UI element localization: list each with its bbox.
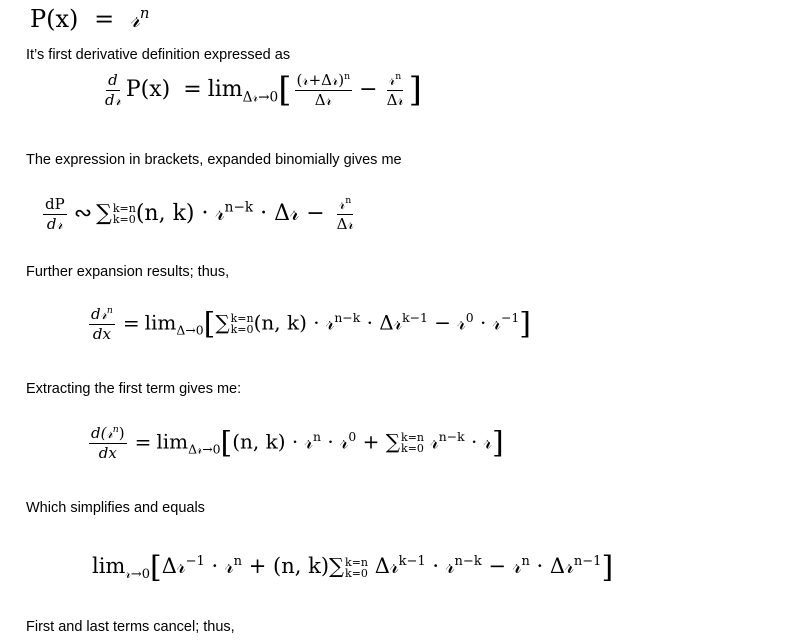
paragraph-4: Extracting the first term gives me: — [26, 381, 242, 397]
equation-4 — [86, 306, 531, 342]
eq6-drk-base: Δ𝓇 — [374, 554, 399, 578]
eq3-fraction-rhs — [335, 196, 356, 232]
eq6-binom: (n, k) — [273, 554, 330, 578]
eq3-sum-bot: k=0 — [112, 213, 136, 226]
eq3-frac-den: d𝓇 — [46, 214, 63, 233]
eq4-lim: lim — [144, 310, 177, 335]
eq3-dot-1: · — [201, 201, 209, 226]
eq5-r0-exp: 0 — [348, 428, 357, 444]
eq2-open-bracket: [ — [278, 70, 292, 110]
eq3-f-num-base: 𝓇 — [339, 195, 346, 213]
eq3-binom: (n, k) — [135, 201, 195, 226]
eq5-equals: = — [134, 429, 152, 454]
equation-6 — [92, 550, 613, 585]
eq3-sum-top: k=n — [112, 202, 136, 215]
equation-3 — [40, 196, 359, 232]
eq4-dr-exp: k−1 — [402, 309, 428, 325]
eq4-lim-sub: Δ→0 — [176, 322, 204, 338]
eq5-sum-limits — [401, 432, 424, 454]
eq2-lim: lim — [207, 77, 243, 102]
eq6-lim: lim — [92, 554, 126, 578]
eq5-sum-bot: k=0 — [401, 442, 424, 455]
eq4-frac-num — [89, 306, 115, 325]
eq5-frac-num — [89, 425, 127, 444]
eq6-rnk-exp: n−k — [454, 554, 482, 569]
eq4-equals: = — [122, 310, 140, 335]
eq5-num-exp: n — [112, 424, 119, 435]
eq2-function: P(x) — [125, 77, 171, 102]
eq5-dot-1: · — [291, 429, 299, 454]
eq2-f2-num-exp: n — [395, 71, 402, 82]
eq6-rn-base: 𝓇 — [512, 554, 522, 578]
eq4-dot-3: · — [479, 310, 487, 335]
eq6-dr-base: Δ𝓇 — [161, 554, 186, 578]
eq4-r-exp: n−k — [334, 309, 361, 325]
eq3-f-num — [337, 196, 353, 215]
eq5-fraction-lhs — [89, 425, 127, 461]
eq6-r-base: 𝓇 — [224, 554, 234, 578]
eq3-dr: Δ𝓇 — [274, 201, 300, 226]
eq6-open-bracket: [ — [149, 550, 162, 585]
eq6-rn-exp: n — [521, 554, 530, 569]
eq6-dot-2: · — [432, 554, 440, 578]
eq2-f1-den: Δ𝓇 — [314, 90, 332, 109]
eq2-close-bracket: ] — [408, 70, 422, 110]
eq3-f-num-exp: n — [345, 195, 352, 206]
eq5-r-end: 𝓇 — [483, 429, 492, 454]
equation-2 — [100, 70, 422, 110]
eq4-dot-1: · — [313, 310, 320, 335]
eq3-fraction-lhs — [43, 196, 67, 232]
eq6-sigma: ∑ — [329, 554, 345, 578]
paragraph-3: Further expansion results; thus, — [26, 264, 230, 280]
eq5-r0-base: 𝓇 — [340, 429, 349, 454]
eq3-frac-num: dP — [45, 195, 65, 213]
eq6-sum-top: k=n — [345, 555, 368, 569]
eq2-f1-num — [295, 72, 353, 91]
eq4-sum-limits — [231, 313, 254, 335]
eq6-r-exp: n — [233, 554, 243, 569]
eq4-close-bracket: ] — [519, 306, 531, 342]
eq5-dot-3: · — [470, 429, 478, 454]
eq2-derivative-operator — [103, 72, 123, 108]
eq5-lim: lim — [156, 429, 189, 454]
eq4-r0-base: 𝓇 — [457, 310, 466, 335]
paragraph-6: First and last terms cancel; thus, — [26, 619, 235, 635]
eq5-rk-exp: n−k — [438, 428, 465, 444]
eq3-minus: − — [306, 201, 325, 226]
eq4-minus: − — [434, 310, 451, 335]
eq4-dot-2: · — [366, 310, 373, 335]
eq3-dot-2: · — [260, 201, 268, 226]
eq2-f1-num-exp: n — [344, 71, 351, 82]
eq4-dr-base: Δ𝓇 — [379, 310, 403, 335]
eq5-sum-top: k=n — [401, 431, 424, 444]
eq3-sum-limits — [113, 203, 136, 225]
eq4-binom: (n, k) — [253, 310, 307, 335]
eq6-close-bracket: ] — [601, 550, 614, 585]
eq2-f2-den: Δ𝓇 — [386, 90, 404, 109]
eq6-drn-exp: n−1 — [573, 554, 602, 569]
eq2-d-num: d — [108, 71, 118, 89]
eq5-binom: (n, k) — [232, 429, 286, 454]
eq4-open-bracket: [ — [203, 306, 216, 342]
eq4-r-base: 𝓇 — [325, 310, 335, 335]
eq6-drk-exp: k−1 — [398, 554, 426, 569]
eq2-lim-sub: Δ𝓇→0 — [242, 89, 279, 106]
eq5-sigma: ∑ — [385, 429, 401, 454]
eq6-dot-1: · — [211, 554, 219, 578]
eq3-f-den: Δ𝓇 — [336, 214, 354, 233]
eq4-sum-top: k=n — [230, 312, 254, 325]
eq6-dot-3: · — [536, 554, 544, 578]
eq5-rk-base: 𝓇 — [430, 429, 439, 454]
eq1-equals: = — [94, 5, 115, 33]
paragraph-1: It’s first derivative definition expressed as — [26, 47, 291, 63]
eq4-fraction-lhs — [89, 306, 115, 342]
eq5-plus: + — [362, 429, 380, 454]
eq4-num-exp: n — [106, 305, 113, 316]
eq1-rhs-exp: n — [139, 4, 150, 22]
eq2-fraction-2 — [385, 72, 406, 108]
eq2-equals: = — [183, 77, 202, 102]
eq5-num-b: ) — [118, 424, 125, 442]
eq5-dot-2: · — [327, 429, 334, 454]
eq3-r-exp: n−k — [224, 199, 254, 216]
eq6-drn-base: Δ𝓇 — [549, 554, 574, 578]
eq6-dr-exp: −1 — [185, 554, 205, 569]
eq6-minus: − — [488, 554, 507, 578]
eq2-f1-num-base: (𝓇+Δ𝓇) — [296, 71, 345, 89]
eq5-r-exp: n — [312, 428, 321, 444]
eq2-fraction-1 — [295, 72, 353, 108]
paragraph-5: Which simplifies and equals — [26, 500, 205, 516]
equation-1 — [30, 4, 149, 33]
eq3-sigma: ∑ — [96, 201, 112, 226]
eq5-r-base: 𝓇 — [304, 429, 313, 454]
eq4-rm1-exp: −1 — [501, 309, 520, 325]
eq6-sum-bot: k=0 — [345, 566, 368, 580]
eq4-rm1-base: 𝓇 — [492, 310, 501, 335]
eq2-minus: − — [359, 77, 378, 102]
eq1-rhs-base: 𝓇 — [129, 5, 140, 33]
eq3-r-base: 𝓇 — [215, 201, 225, 226]
eq4-num-base: d𝓇 — [91, 305, 107, 323]
eq6-plus: + — [248, 554, 267, 578]
eq6-lim-sub: 𝓇→0 — [125, 567, 150, 583]
eq2-d-den: d𝓇 — [105, 90, 121, 109]
eq6-rnk-base: 𝓇 — [445, 554, 455, 578]
eq3-approx: ∾ — [73, 201, 93, 226]
equation-5 — [86, 425, 504, 461]
eq5-lim-sub: Δ𝓇→0 — [188, 441, 221, 457]
paragraph-2: The expression in brackets, expanded binomially gives me — [26, 152, 402, 168]
eq4-frac-den: dx — [92, 324, 111, 343]
eq5-open-bracket: [ — [220, 425, 233, 461]
eq4-sigma: ∑ — [215, 310, 230, 335]
eq5-close-bracket: ] — [492, 425, 504, 461]
eq2-f2-num-base: 𝓇 — [388, 71, 396, 89]
eq4-r0-exp: 0 — [465, 309, 474, 325]
eq5-num-a: d(𝓇 — [91, 424, 113, 442]
eq5-frac-den: dx — [98, 443, 117, 462]
eq2-f2-num — [387, 72, 403, 91]
eq6-sum-limits — [345, 557, 368, 579]
eq4-sum-bot: k=0 — [230, 323, 254, 336]
eq1-lhs: P(x) — [30, 5, 79, 33]
